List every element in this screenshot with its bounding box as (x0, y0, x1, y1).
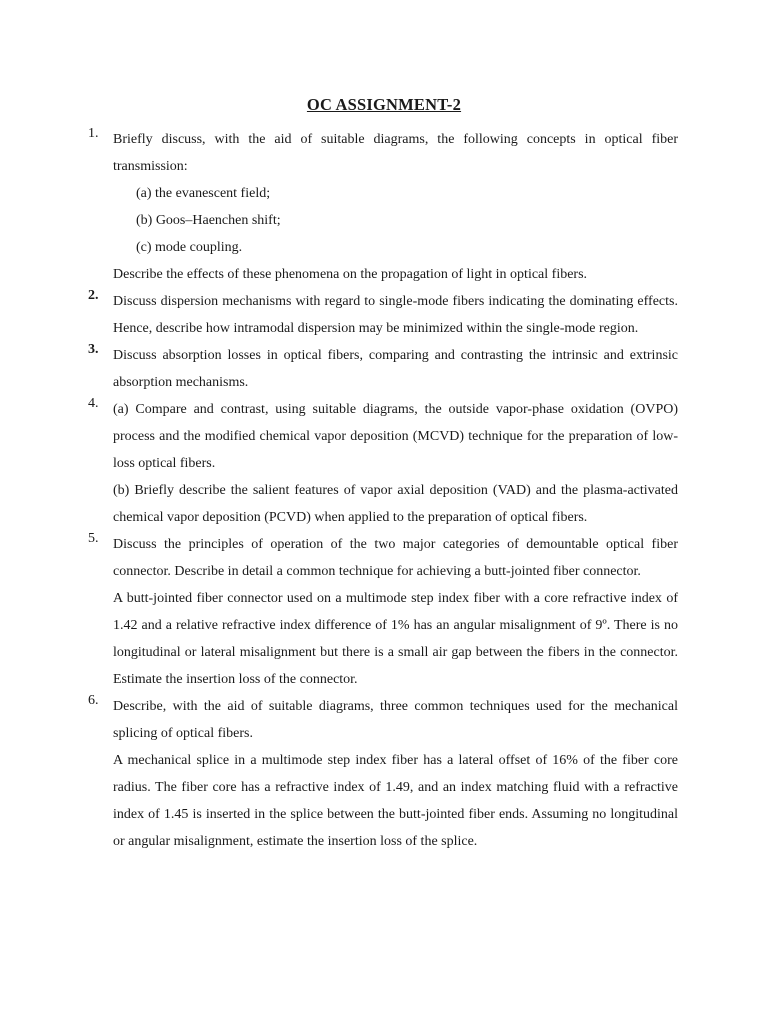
question-number: 1. (88, 126, 99, 141)
question-problem: A mechanical splice in a multimode step index fiber has a lateral offset of 16% of the fiber core radius. The fiber core has a refractive index of 1.49, and an index matching fluid with a refractive index of 1.45 is inserted in the splice between the butt-jointed fiber ends. Assuming no longitudinal or angular misalignment, estimate the insertion loss of the splice. (113, 753, 678, 849)
question-number: 5. (88, 531, 99, 546)
question-text: Describe, with the aid of suitable diagrams, three common techniques used for the mechanical splicing of optical fibers. (113, 699, 678, 741)
question-5 (0, 531, 768, 693)
question-4 (0, 396, 768, 531)
question-number: 6. (88, 693, 99, 708)
question-part-b: (b) Briefly describe the salient features of vapor axial deposition (VAD) and the plasma-activated chemical vapor deposition (PCVD) when applied to the preparation of optical fibers. (113, 483, 678, 525)
question-3 (0, 342, 768, 396)
question-number: 2. (88, 288, 99, 303)
subpoint-b: (b) Goos–Haenchen shift; (136, 213, 281, 228)
question-list (0, 126, 768, 855)
question-text: Discuss dispersion mechanisms with regard to single-mode fibers indicating the dominating effects. Hence, describe how intramodal dispersion may be minimized within the single-mode region. (113, 294, 678, 336)
question-2 (0, 288, 768, 342)
page-title: OC ASSIGNMENT-2 (306, 95, 462, 114)
question-text: Discuss absorption losses in optical fibers, comparing and contrasting the intrinsic and extrinsic absorption mechanisms. (113, 348, 678, 390)
question-number: 3. (88, 342, 99, 357)
question-text: Discuss the principles of operation of the two major categories of demountable optical fiber connector. Describe in detail a common technique for achieving a butt-jointed fiber connector. (113, 537, 678, 579)
subpoint-c: (c) mode coupling. (136, 240, 243, 255)
question-6 (0, 693, 768, 855)
subpoint-a: (a) the evanescent field; (136, 186, 271, 201)
question-followup: Describe the effects of these phenomena on the propagation of light in optical fibers. (113, 267, 588, 282)
question-part-a: (a) Compare and contrast, using suitable diagrams, the outside vapor-phase oxidation (OVPO) process and the modified chemical vapor deposition (MCVD) technique for the preparation of low-loss optical fibers. (113, 402, 678, 471)
question-1 (0, 126, 768, 288)
question-problem: A butt-jointed fiber connector used on a multimode step index fiber with a core refractive index of 1.42 and a relative refractive index difference of 1% has an angular misalignment of 9º. There is no longitudinal or lateral misalignment but there is a small air gap between the fibers in the connector. Estimate the insertion loss of the connector. (113, 591, 678, 687)
question-text: Briefly discuss, with the aid of suitable diagrams, the following concepts in optical fiber transmission: (113, 132, 678, 174)
question-number: 4. (88, 396, 99, 411)
